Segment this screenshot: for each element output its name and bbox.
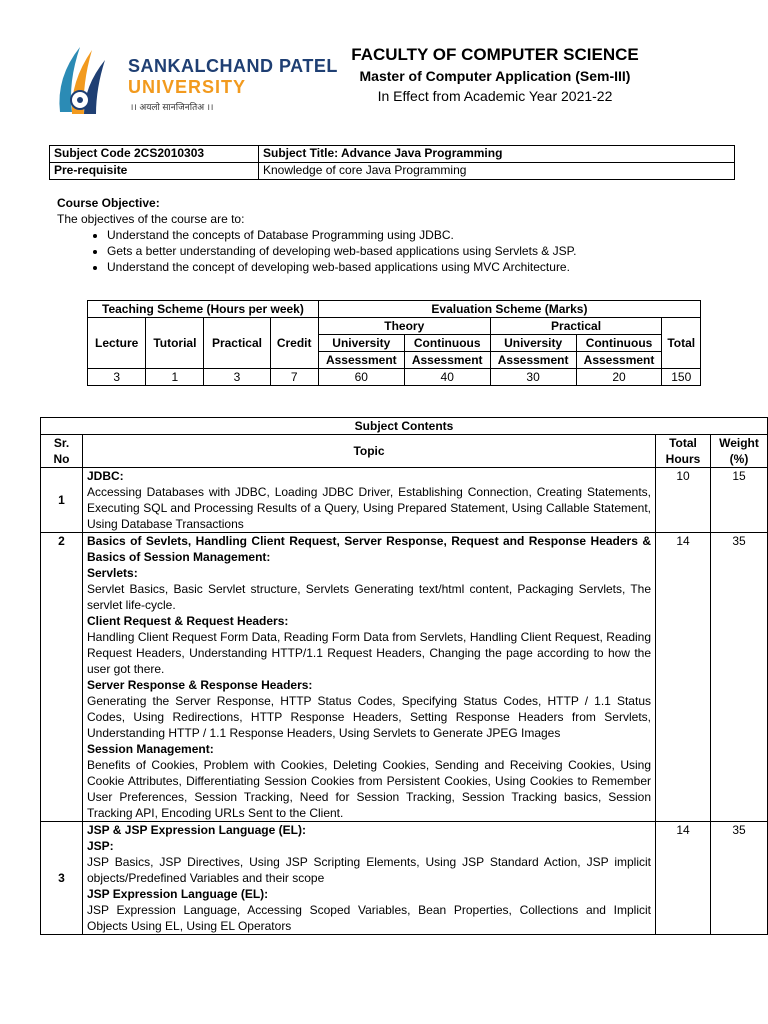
objective-item: • Understand the concepts of Database Programming using JDBC. (107, 227, 737, 243)
col-lecture: Lecture (88, 318, 146, 369)
subtopic-text: JSP Basics, JSP Directives, Using JSP Scripting Elements, Using JSP Standard Action, JSP implicit objects/Predefined Variables and their scope (87, 855, 651, 885)
row-weight: 35 (711, 533, 768, 822)
table-row (41, 533, 768, 822)
logo-emblem-icon (50, 42, 128, 122)
col-sr-line1: Sr. (53, 436, 70, 450)
row-topic (83, 822, 656, 935)
col-practical: Practical (204, 318, 270, 369)
subtopic-text: Handling Client Request Form Data, Reading Form Data from Servlets, Handling Client Request, Reading Request Headers, Understanding HTTP/1.1 Request Headers, Changing the page according to how the user got there. (87, 630, 651, 676)
objective-item: • Gets a better understanding of developing web-based applications using Servlets & JSP. (107, 243, 737, 259)
subject-code: Subject Code 2CS2010303 (50, 146, 259, 163)
subtopic-text: Servlet Basics, Basic Servlet structure, Servlets Generating text/html content, Packaging Servlets, The servlet life-cycle. (87, 582, 651, 612)
subtopic-heading: JSP Expression Language (EL): (87, 887, 269, 901)
col-sr (41, 435, 83, 468)
faculty-title: FACULTY OF COMPUTER SCIENCE (351, 45, 639, 64)
col-weight-line2: (%) (729, 452, 749, 466)
col-assessment: Assessment (490, 352, 576, 369)
row-hours: 14 (656, 822, 711, 935)
contents-title: Subject Contents (41, 418, 768, 435)
value-total: 150 (662, 369, 701, 386)
prereq-value: Knowledge of core Java Programming (259, 163, 735, 180)
effect-note: In Effect from Academic Year 2021-22 (377, 88, 613, 104)
row-topic (83, 468, 656, 533)
prereq-label: Pre-requisite (50, 163, 259, 180)
col-hours (656, 435, 711, 468)
subtopic-heading: Session Management: (87, 742, 214, 756)
objective-item: • Understand the concept of developing web-based applications using MVC Architecture. (107, 259, 737, 275)
subtopic-heading: Client Request & Request Headers: (87, 614, 289, 628)
col-weight-line1: Weight (719, 436, 759, 450)
col-assessment: Assessment (318, 352, 404, 369)
objective-heading: Course Objective: (57, 196, 160, 210)
col-assessment: Assessment (404, 352, 490, 369)
col-weight (711, 435, 768, 468)
topic-heading: Basics of Sevlets, Handling Client Request, Server Response, Request and Response Headers & Basics of Session Management: (87, 534, 651, 564)
col-theory-univ: University (318, 335, 404, 352)
evaluation-scheme-header: Evaluation Scheme (Marks) (318, 301, 700, 318)
value-prac-cont: 20 (576, 369, 662, 386)
subtopic-text: JSP Expression Language, Accessing Scoped Variables, Bean Properties, Collections and Implicit Objects Using EL, Using EL Operators (87, 903, 651, 933)
col-tutorial: Tutorial (146, 318, 204, 369)
course-objective (57, 195, 737, 275)
row-sr: 1 (41, 468, 83, 533)
value-theory-cont: 40 (404, 369, 490, 386)
col-topic: Topic (83, 435, 656, 468)
teaching-scheme-header: Teaching Scheme (Hours per week) (88, 301, 319, 318)
university-logo (50, 42, 338, 122)
row-hours: 14 (656, 533, 711, 822)
logo-line2: UNIVERSITY (128, 77, 247, 97)
subject-table (49, 145, 735, 180)
table-row (41, 822, 768, 935)
col-total: Total (662, 318, 701, 369)
subtopic-heading: Server Response & Response Headers: (87, 678, 313, 692)
row-weight: 35 (711, 822, 768, 935)
col-theory-cont: Continuous (404, 335, 490, 352)
value-prac-univ: 30 (490, 369, 576, 386)
subject-title: Subject Title: Advance Java Programming (259, 146, 735, 163)
col-prac-cont: Continuous (576, 335, 662, 352)
contents-table (40, 417, 768, 935)
value-tutorial: 1 (146, 369, 204, 386)
row-weight: 15 (711, 468, 768, 533)
practical-header: Practical (490, 318, 662, 335)
value-practical: 3 (204, 369, 270, 386)
col-hours-line2: Hours (665, 452, 701, 466)
logo-line1: SANKALCHAND PATEL (128, 56, 338, 76)
topic-heading: JSP & JSP Expression Language (EL): (87, 823, 306, 837)
program-title: Master of Computer Application (Sem-III) (359, 68, 631, 84)
col-assessment: Assessment (576, 352, 662, 369)
subtopic-text: Benefits of Cookies, Problem with Cookies, Deleting Cookies, Sending and Receiving Cookies, Using Cookie Attributes, Differentiating Session Cookies from Persistent Cookies, Using Cookies to Remember User Preferences, Session Tracking, Need for Session Tracking, Session Tracking basics, Session Tracking API, Encoding URLs Sent to the Client. (87, 758, 651, 820)
theory-header: Theory (318, 318, 490, 335)
row-topic (83, 533, 656, 822)
objective-list (57, 227, 737, 275)
col-hours-line1: Total (669, 436, 697, 450)
row-hours: 10 (656, 468, 711, 533)
scheme-table (87, 300, 701, 386)
col-credit: Credit (270, 318, 318, 369)
objective-intro: The objectives of the course are to: (57, 212, 245, 226)
topic-heading: JDBC: (87, 469, 124, 483)
col-sr-line2: No (53, 452, 70, 466)
col-prac-univ: University (490, 335, 576, 352)
page-header (310, 44, 680, 106)
table-row (41, 468, 768, 533)
row-sr: 3 (41, 822, 83, 935)
value-credit: 7 (270, 369, 318, 386)
subtopic-heading: JSP: (87, 839, 114, 853)
topic-text: Accessing Databases with JDBC, Loading JDBC Driver, Establishing Connection, Creating Statements, Executing SQL and Processing Results of a Query, Using Prepared Statement, Using Callable Statement, Using Database Transactions (87, 485, 651, 531)
subtopic-text: Generating the Server Response, HTTP Status Codes, Specifying Status Codes, HTTP / 1.1 Status Codes, Using Redirections, HTTP Response Headers, Setting Response Headers from Servlets, Understanding HTTP / 1.1 Response Headers, Using Servlets to Generate JPEG Images (87, 694, 651, 740)
value-theory-univ: 60 (318, 369, 404, 386)
row-sr: 2 (41, 533, 83, 822)
value-lecture: 3 (88, 369, 146, 386)
logo-motto: ।। अयलो सानजिनतिअ ।। (130, 102, 214, 112)
subtopic-heading: Servlets: (87, 566, 138, 580)
